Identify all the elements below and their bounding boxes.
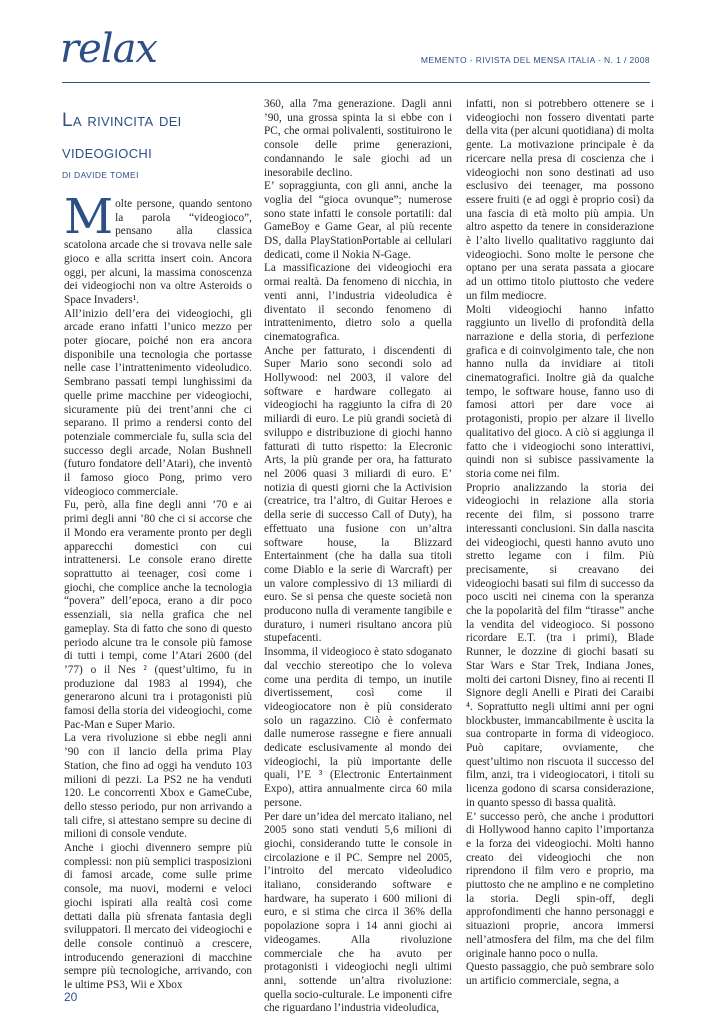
paragraph: Proprio analizzando la storia dei videogiochi in relazione alla storia recente dei film, si possono trarre interessanti conclusioni. Sin dalla nascita dei videogiochi, questi hanno avuto uno stretto legame con i film. Più precisamente, si creavano dei videogiochi basati sui film di successo da poco usciti nei cinema con la speranza che la popolarità del film “tirasse” anche la vendita del videogioco. Si possono ricordare E.T. (tra i primi), Blade Runner, le dozzine di giochi basati su Star Wars e Star Trek, Indiana Jones, molti dei cartoni Disney, fino ai recenti Il Signore degli Anelli e Pirati dei Caraibi ⁴. Soprattutto negli ultimi anni per ogni blockbuster, immancabilmente è uscita la sua controparte in forma di videogioco. Può capitare, ovviamente, che quest’ultimo non riscuota il successo del film, anzi, tra i videogiocatori, i titoli su licenza godono di scarsa considerazione, in quanto spesso di bassa qualità.: [466, 481, 654, 809]
paragraph: Anche per fatturato, i discendenti di Super Mario sono secondi solo ad Hollywood: nel 2003, il valore del software e hardware collegato ai videogiochi ha raggiunto la cifra di 20 miliardi di euro. Le più grandi società di sviluppo e distribuzione di giochi hanno fatturati di tutto rispetto: la Elecronic Arts, la più grande per ora, ha fatturato nel 2006 quasi 3 miliardi di euro. E’ notizia di questi giorni che la Activision (creatrice, tra l’altro, di Guitar Heroes e della serie di successo Call of Duty), ha effettuato una fusione con un’altra software house, la Blizzard Entertainment (che ha dalla sua titoli come Diablo e la serie di Warcraft) per un valore complessivo di 13 miliardi di euro. Se si pensa che queste società non producono nulla di veramente tangibile e duraturo, i numeri risultano ancora più stupefacenti.: [264, 344, 452, 645]
column-2: [264, 98, 452, 1016]
article-title-line-2: videogiochi: [62, 142, 152, 163]
section-title: relax: [60, 26, 157, 72]
byline: DI DAVIDE TOMEI: [62, 170, 139, 180]
column-1: [64, 189, 252, 993]
paragraph: Per dare un’idea del mercato italiano, nel 2005 sono stati venduti 5,6 milioni di giochi, considerando tutte le console in circolazione e il PC. Sempre nel 2005, l’introito del mercato videoludico italiano, considerando software e hardware, ha superato i 600 milioni di euro, e si stima che circa il 36% della popolazione sopra i 14 anni giochi ai videogames. Alla rivoluzione commerciale che ha avuto per protagonisti i videogiochi negli ultimi anni, sottende un’altra rivoluzione: quella socio-culturale. Le imponenti cifre che riguardano l’industria videoludica,: [264, 810, 452, 1015]
paragraph: E’ successo però, che anche i produttori di Hollywood hanno capito l’importanza e la forza dei videogiochi. Molti hanno creato dei videogiochi che non riprendono il film vero e proprio, ma piuttosto che ne amplino e ne completino la storia. Degli spin-off, degli approfondimenti che hanno personaggi e situazioni proprie, ancora immersi nell’atmosfera del film, ma che del film originale hanno poco o nulla.: [466, 810, 654, 960]
page-number: 20: [64, 990, 78, 1004]
paragraph: 360, alla 7ma generazione. Dagli anni ’90, una grossa spinta la si ebbe con i PC, che ormai polivalenti, sostituirono le console delle prime generazioni, condannando le sale giochi ad un inesorabile declino.: [264, 98, 452, 179]
column-3: [466, 98, 654, 989]
paragraph: All’inizio dell’era dei videogiochi, gli arcade erano infatti l’unico mezzo per poter giocare, poiché non era ancora disponibile una tecnologia che portasse nelle case l’intrattenimento videoludico. Sembrano passati tempi lunghissimi da quelle prime macchine per videogiochi, sicuramente più dei trent’anni che ci separano. Il primo a rendersi conto del potenziale commerciale fu, sulla scia del successo degli arcade, Nolan Bushnell (futuro fondatore dell’Atari), che inventò il famoso gioco Pong, primo vero videogioco commerciale.: [64, 307, 252, 498]
paragraph: Anche i giochi divennero sempre più complessi: non più semplici trasposizioni di famosi arcade, come sulle prime console, ma nuovi, moderni e veloci giochi ispirati alla realtà così come dettati dalla più sfrenata fantasia degli sviluppatori. Il mercato dei videogiochi e delle console continuò a crescere, introducendo generazioni di macchine sempre più tecnologiche, arrivando, con le ultime PS3, Wii e Xbox: [64, 842, 252, 992]
article-title: [62, 105, 248, 169]
paragraph: E’ sopraggiunta, con gli anni, anche la voglia del “gioca ovunque”; numerose sono state infatti le console portatili: dal GameBoy e Game Gear, al più recente DS, dalla PlayStationPortable ai cellulari dedicati, come il Nokia N-Gage.: [264, 180, 452, 261]
paragraph: La vera rivoluzione si ebbe negli anni ’90 con il lancio della prima Play Station, che fino ad oggi ha venduto 103 milioni di pezzi. La PS2 ne ha venduti 120. Le concorrenti Xbox e GameCube, dello stesso periodo, pur non arrivando a tali cifre, si attestano sempre su decine di milioni di console vendute.: [64, 732, 252, 841]
paragraph: Fu, però, alla fine degli anni ’70 e ai primi degli anni ’80 che ci si accorse che il Mondo era veramente pronto per degli apparecchi domestici con cui intrattenersi. Le console erano dirette soprattutto ai teenager, così come i giochi, che complice anche la tecnologia “povera” dell’epoca, erano a dir poco essenziali, sia nella grafica che nel gameplay. Sta di fatto che sono di questo periodo alcune tra le console più famose di tutti i tempi, come l’Atari 2600 (del ’77) o il Nes ² (quest’ultimo, fu in produzione dal 1983 al 1994), che generarono alcuni tra i protagonisti più famosi della storia dei videogiochi, come Pac-Man e Super Mario.: [64, 499, 252, 731]
paragraph: Molti videogiochi hanno infatto raggiunto un livello di profondità della narrazione e della storia, di perfezione grafica e di coinvolgimento tale, che non hanno nulla da invidiare ai titoli cinematografici. Inoltre già da qualche tempo, le software house, fanno uso di famosi attori per dare voce ai protagonisti, propio per alzare il livello qualitativo del gioco. A ciò si aggiunga il fatto che i videogiochi sono interattivi, quindi non si subisce passivamente la storia come nei film.: [466, 303, 654, 480]
article-title-line-1: La rivincita dei: [62, 110, 182, 131]
masthead: MEMENTO - RIVISTA DEL MENSA ITALIA - N. 1 / 2008: [420, 55, 650, 65]
header-rule: [62, 82, 650, 83]
paragraph: olte persone, quando sentono la parola “videogioco”, pensano alla classica scatolona arcade che si trovava nelle sale gioco e alla scritta insert coin. Ancora oggi, per alcuni, la massima conoscenza dei videogiochi non va oltre Asteroids o Space Invaders¹.: [64, 198, 252, 306]
drop-cap: M: [64, 189, 114, 245]
paragraph: infatti, non si potrebbero ottenere se i videogiochi non fossero diventati parte della vita (per alcuni quotidiana) di molta gente. La motivazione principale è da ricercare nella presa di coscienza che i videogiochi non sono destinati ad uso esclusivo dei teenager, ma possono essere fruiti (e ad oggi è proprio così) da una fascia di età molto più ampia. Un altro aspetto da tenere in considerazione è l’alto livello qualitativo raggiunto dai videogiochi. Sono molte le persone che optano per una serata passata a giocare ad un ottimo titolo piuttosto che vedere un film mediocre.: [466, 98, 654, 302]
paragraph: Insomma, il videogioco è stato sdoganato dal vecchio stereotipo che lo voleva come una perdita di tempo, un inutile divertissement, così come il videogiocatore non è più considerato solo un ragazzino. Ciò è confermato dalle numerose rassegne e fiere annuali dedicate esclusivamente al mondo dei videogiochi, la più importante delle quali, l’E ³ (Electronic Entertainment Expo), attira annualmente circa 60 mila persone.: [264, 646, 452, 809]
paragraph: Questo passaggio, che può sembrare solo un artificio commerciale, segna, a: [466, 961, 654, 987]
paragraph: La massificazione dei videogiochi era ormai realtà. Da fenomeno di nicchia, in venti anni, l’industria videoludica è diventato il secondo fenomeno di intrattenimento, dietro solo a quella cinematografica.: [264, 262, 452, 343]
